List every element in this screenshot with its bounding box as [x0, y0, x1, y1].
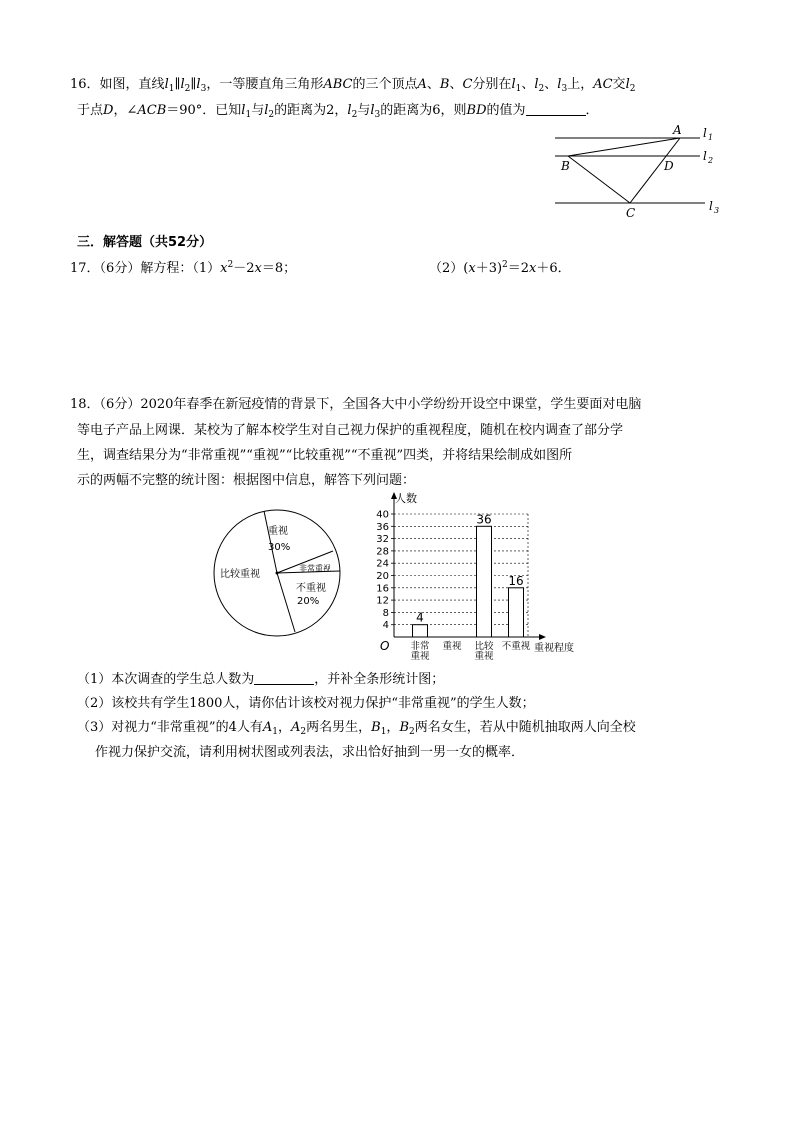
answer-blank[interactable]	[254, 670, 314, 685]
q18-line-1	[70, 395, 641, 415]
label-l1-sub: 1	[708, 133, 714, 142]
var-x: x	[220, 261, 228, 276]
y-tick-label: 32	[376, 534, 389, 546]
q18-sub-3	[77, 718, 636, 738]
var-A: A	[290, 720, 301, 735]
q16-line-1	[70, 75, 635, 95]
q17-number: 17．	[70, 261, 100, 276]
q16-lg: l	[347, 103, 352, 118]
sub: 2	[300, 727, 307, 737]
q16-ld-sub: 2	[629, 84, 636, 94]
q17-text: ＝8；	[261, 261, 297, 276]
label-l2-sub: 2	[708, 156, 714, 165]
var-x: x	[468, 261, 476, 276]
answer-blank[interactable]	[526, 101, 586, 116]
q16-text: 的值为	[486, 103, 526, 118]
q16-la-sub: 1	[515, 84, 522, 94]
category-label: 重视	[442, 641, 462, 652]
category-label: 非常	[410, 641, 430, 652]
var-x: x	[254, 261, 262, 276]
label-l2: l	[703, 149, 707, 163]
q16-l3: l	[196, 77, 201, 92]
q16-figure	[552, 122, 728, 222]
bar-data-label: 4	[416, 610, 424, 625]
q16-lh-sub: 3	[374, 110, 381, 120]
q18-line-4: 示的两幅不完整的统计图：根据图中信息，解答下列问题：	[77, 473, 416, 488]
q16-text: 与	[251, 103, 265, 118]
category-label: 比较	[474, 641, 494, 652]
q16-le: l	[241, 103, 246, 118]
y-tick-label: 12	[376, 595, 389, 607]
q18-sub-3-cont: 作视力保护交流，请利用树状图或列表法，求出恰好抽到一男一女的概率．	[95, 745, 525, 760]
q18-text: （3）对视力“非常重视”的4人有	[77, 720, 263, 735]
q16-ac: AC	[593, 77, 613, 92]
q17-text: ＋3)	[475, 261, 503, 276]
exponent: 2	[227, 260, 234, 270]
q16-lb-sub: 2	[538, 84, 545, 94]
y-tick-label: 20	[376, 571, 389, 582]
q16-lh: l	[370, 103, 375, 118]
q16-lc: l	[557, 77, 562, 92]
bar-2	[477, 526, 492, 637]
pie-label-bijiao: 比较重视	[220, 569, 260, 580]
bar-chart	[360, 490, 595, 665]
q18-sep: ，	[277, 720, 291, 735]
segment-ab	[568, 138, 680, 156]
q16-text: 的三个顶点	[352, 77, 418, 92]
y-tick-label: 36	[376, 521, 389, 533]
bar-3	[509, 588, 524, 637]
q16-le-sub: 1	[245, 110, 252, 120]
label-D: D	[664, 159, 674, 173]
exponent: 2	[502, 260, 508, 270]
x-axis-arrow	[539, 634, 546, 640]
var-x: x	[529, 261, 537, 276]
q16-sep: 、	[521, 77, 535, 92]
q18-sub-2: （2）该校共有学生1800人，请你估计该校对视力保护“非常重视”的学生人数；	[77, 696, 535, 711]
q16-text: 交	[612, 77, 626, 92]
pie-label-zhongshi: 重视	[268, 526, 288, 537]
q16-abc: ABC	[323, 77, 353, 92]
parallel-symbol: ∥	[190, 77, 197, 92]
q16-text: 的距离为6，则	[380, 103, 467, 118]
label-B: B	[561, 159, 570, 173]
q17-line	[70, 259, 296, 279]
bar-marks	[413, 512, 524, 637]
y-tick-label: 40	[376, 509, 389, 521]
q16-B: B	[439, 77, 450, 92]
q16-l2-sub: 2	[184, 84, 191, 94]
q16-text: 如图，直线	[99, 77, 165, 92]
bar-data-label: 16	[508, 573, 524, 588]
q17-text: ＋6．	[536, 261, 571, 276]
label-C: C	[626, 206, 636, 220]
q18-text: （1）本次调查的学生总人数为	[77, 672, 255, 687]
q18-text: 两名女生，若从中随机抽取两人向全校	[414, 720, 636, 735]
y-tick-label: 24	[376, 558, 389, 570]
category-label: 重视	[474, 651, 494, 662]
q18-sub-1	[77, 670, 444, 690]
bar-0	[413, 625, 428, 637]
y-tick-labels	[376, 510, 389, 632]
q16-lb: l	[534, 77, 539, 92]
sub: 1	[380, 727, 387, 737]
label-l3-sub: 3	[714, 206, 720, 215]
q17-text: －2	[233, 261, 255, 276]
sub: 1	[272, 727, 278, 737]
q16-sep: 、	[544, 77, 558, 92]
q18-text: ，并补全条形统计图；	[314, 672, 445, 687]
q16-l2: l	[180, 77, 185, 92]
q16-D: D	[103, 103, 114, 118]
category-labels	[410, 640, 530, 662]
y-tick-label: 8	[382, 607, 389, 619]
sub: 2	[409, 727, 415, 737]
q16-lg-sub: 2	[351, 110, 358, 120]
q16-line-2	[77, 101, 599, 121]
y-axis-label: 人数	[395, 492, 417, 505]
label-l3: l	[709, 199, 713, 213]
pie-label-feichang: 非常重视	[299, 564, 331, 573]
q16-text: 分别在	[472, 77, 512, 92]
y-tick-label: 16	[376, 583, 389, 595]
q16-lf: l	[264, 103, 269, 118]
q16-lc-sub: 3	[561, 84, 568, 94]
q16-acb: ACB	[137, 103, 167, 118]
q16-end: ．	[585, 103, 599, 118]
y-tick-label: 4	[382, 620, 389, 632]
bar-data-label: 36	[476, 512, 492, 527]
x-axis-label: 重视程度	[534, 643, 574, 654]
q16-text: ，∠	[113, 103, 138, 118]
q18-line-2: 等电子产品上网课．某校为了解本校学生对自己视力保护的重视程度，随机在校内调查了部分学	[77, 423, 624, 438]
pie-chart	[205, 505, 355, 640]
pie-label-buzhongshi: 不重视	[296, 583, 326, 594]
category-label: 重视	[410, 651, 430, 662]
q16-text: ，一等腰直角三角形	[206, 77, 324, 92]
q16-text: 与	[357, 103, 371, 118]
section-title: 三．解答题（共52分）	[77, 235, 213, 250]
q17-intro: 解方程：	[140, 261, 193, 276]
y-tick-label: 28	[376, 546, 389, 558]
q18-text: （6分）2020年春季在新冠疫情的背景下，全国各大中小学纷纷开设空中课堂，学生要面对电脑	[99, 397, 642, 412]
q16-A: A	[417, 77, 427, 92]
q18-sep: ，	[386, 720, 400, 735]
q16-ld: l	[625, 77, 630, 92]
parallel-symbol: ∥	[174, 77, 181, 92]
q16-l1-sub: 1	[168, 84, 175, 94]
var-A: A	[262, 720, 273, 735]
q16-text: 于点	[77, 103, 104, 118]
q17-part2-num: （2）(	[429, 261, 469, 276]
q16-sep: 、	[426, 77, 440, 92]
q18-line-3: 生，调查结果分为“非常重视”“重视”“比较重视”“不重视”四类，并将结果绘制成如图所	[77, 448, 573, 463]
q16-text: 上，	[567, 77, 594, 92]
var-B: B	[371, 720, 381, 735]
pie-center	[276, 572, 279, 575]
pie-pct-buzhongshi: 20%	[297, 596, 320, 607]
q18-number: 18．	[70, 397, 100, 412]
q16-lf-sub: 2	[268, 110, 275, 120]
var-B: B	[399, 720, 409, 735]
q17-part2	[429, 259, 571, 279]
label-l1: l	[703, 126, 707, 140]
q16-text: 的距离为2，	[274, 103, 348, 118]
q16-la: l	[511, 77, 516, 92]
q16-l3-sub: 3	[200, 84, 207, 94]
label-A: A	[673, 123, 682, 137]
q16-text: ＝90°．已知	[166, 103, 242, 118]
q16-bd: BD	[466, 103, 487, 118]
origin-label: O	[380, 639, 390, 653]
q16-l1: l	[164, 77, 169, 92]
q16-number: 16．	[70, 77, 100, 92]
category-label: 不重视	[501, 641, 531, 652]
pie-pct-zhongshi: 30%	[268, 542, 291, 553]
q17-score: （6分）	[99, 261, 141, 276]
q16-sep: 、	[449, 77, 463, 92]
q17-text: ＝2	[507, 261, 530, 276]
q18-text: 两名男生，	[306, 720, 372, 735]
segment-bc	[568, 156, 630, 203]
q17-part1-num: （1）	[192, 261, 221, 276]
q16-C: C	[462, 77, 473, 92]
